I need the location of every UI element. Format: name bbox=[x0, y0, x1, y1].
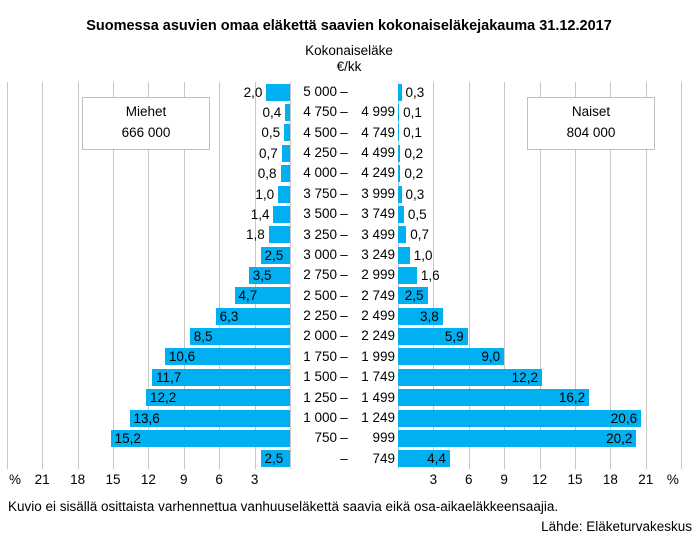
category-lower: 4 000 bbox=[303, 165, 337, 181]
chart-source: Lähde: Eläketurvakeskus bbox=[541, 519, 692, 534]
men-bar bbox=[266, 84, 290, 101]
women-value-label: 1,6 bbox=[420, 268, 440, 283]
men-value-label: 6,3 bbox=[219, 308, 239, 324]
axis-tick-label: 9 bbox=[180, 472, 188, 487]
category-lower: 4 500 bbox=[303, 124, 337, 140]
women-value-label: 5,9 bbox=[444, 329, 464, 345]
axis-tick-label: 3 bbox=[250, 472, 259, 487]
women-bar bbox=[398, 165, 400, 182]
gridline bbox=[681, 82, 682, 469]
category-upper: 1 749 bbox=[361, 369, 395, 385]
axis-tick-label: 3 bbox=[429, 472, 438, 487]
category-lower: 5 000 bbox=[303, 84, 337, 99]
category-dash: – bbox=[340, 369, 348, 385]
category-dash: – bbox=[340, 430, 348, 446]
left-percent-label: % bbox=[9, 472, 22, 487]
women-value-label: 12,2 bbox=[511, 369, 538, 385]
category-lower: 3 000 bbox=[303, 246, 337, 262]
gridline bbox=[42, 82, 43, 469]
category-dash: – bbox=[340, 450, 348, 466]
category-dash: – bbox=[340, 246, 348, 262]
men-legend-count: 666 000 bbox=[121, 125, 171, 140]
axis-tick-label: 15 bbox=[567, 472, 583, 487]
axis-tick-label: 12 bbox=[532, 472, 548, 487]
women-bar bbox=[398, 186, 402, 203]
women-value-label: 4,4 bbox=[427, 451, 446, 467]
category-lower: 4 250 bbox=[303, 145, 337, 161]
men-value-label: 15,2 bbox=[114, 430, 141, 446]
category-dash: – bbox=[340, 165, 348, 181]
category-upper: 1 249 bbox=[361, 409, 395, 425]
category-upper: 4 749 bbox=[361, 124, 395, 140]
category-upper: 749 bbox=[372, 450, 395, 466]
category-dash: – bbox=[340, 145, 348, 161]
men-bar bbox=[269, 226, 290, 243]
men-bar bbox=[273, 206, 290, 223]
category-lower: 3 250 bbox=[303, 226, 337, 242]
center-axis-title-line2: €/kk bbox=[336, 59, 362, 74]
women-value-label: 2,5 bbox=[404, 288, 424, 304]
women-value-label: 1,0 bbox=[413, 247, 433, 263]
category-dash: – bbox=[340, 206, 348, 222]
category-dash: – bbox=[340, 328, 348, 344]
men-value-label: 1,0 bbox=[255, 186, 275, 202]
gridline bbox=[290, 82, 291, 469]
category-upper: 4 249 bbox=[361, 165, 395, 181]
category-dash: – bbox=[340, 104, 348, 120]
category-upper: 999 bbox=[372, 430, 395, 446]
gridline bbox=[7, 82, 8, 469]
category-lower: 1 250 bbox=[303, 389, 337, 405]
category-lower: 4 750 bbox=[303, 104, 337, 120]
women-bar bbox=[398, 124, 399, 141]
men-bar bbox=[282, 145, 290, 162]
women-value-label: 0,2 bbox=[404, 166, 424, 182]
category-upper: 3 249 bbox=[361, 246, 395, 262]
category-dash: – bbox=[340, 389, 348, 405]
category-lower: 1 000 bbox=[303, 409, 337, 425]
axis-tick-label: 6 bbox=[215, 472, 223, 487]
axis-tick-label: 18 bbox=[70, 472, 86, 487]
category-lower: 1 500 bbox=[303, 369, 337, 385]
women-value-label: 0,2 bbox=[404, 145, 424, 161]
category-upper: 2 749 bbox=[361, 287, 395, 303]
men-value-label: 4,7 bbox=[238, 288, 258, 304]
category-lower: 3 500 bbox=[303, 206, 337, 222]
women-bar bbox=[398, 206, 404, 223]
women-value-label: 0,3 bbox=[405, 186, 425, 202]
axis-tick-label: 18 bbox=[602, 472, 618, 487]
category-lower bbox=[292, 449, 337, 469]
category-dash: – bbox=[340, 308, 348, 324]
category-dash: – bbox=[340, 348, 348, 364]
chart-footnote: Kuvio ei sisällä osittaista varhennettua vanhuuseläkettä saavia eikä osa-aikaeläkkeensaajia. bbox=[8, 499, 559, 514]
men-bar bbox=[284, 124, 290, 141]
gridline bbox=[78, 82, 79, 469]
category-upper: 4 999 bbox=[361, 104, 395, 120]
men-value-label: 2,5 bbox=[264, 247, 284, 263]
men-value-label: 0,4 bbox=[262, 105, 282, 121]
women-value-label: 9,0 bbox=[481, 349, 501, 365]
women-value-label: 20,6 bbox=[610, 410, 638, 426]
category-upper: 3 749 bbox=[361, 206, 395, 222]
women-value-label: 16,2 bbox=[558, 390, 586, 406]
category-dash: – bbox=[340, 409, 348, 425]
men-value-label: 3,5 bbox=[252, 268, 272, 283]
men-value-label: 1,8 bbox=[245, 227, 265, 243]
axis-tick-label: 15 bbox=[105, 472, 121, 487]
women-bar bbox=[398, 84, 402, 101]
men-value-label: 0,8 bbox=[257, 166, 277, 182]
category-upper: 3 999 bbox=[361, 185, 395, 201]
women-value-label: 0,1 bbox=[403, 125, 422, 141]
axis-tick-label: 9 bbox=[500, 472, 508, 487]
men-value-label: 2,5 bbox=[264, 451, 284, 467]
center-axis-title-line1: Kokonaiseläke bbox=[305, 43, 393, 58]
men-value-label: 11,7 bbox=[155, 369, 182, 385]
men-value-label: 12,2 bbox=[150, 390, 177, 406]
women-value-label: 0,3 bbox=[405, 84, 425, 100]
men-value-label: 0,7 bbox=[258, 145, 278, 161]
category-dash: – bbox=[340, 267, 348, 283]
men-value-label: 1,4 bbox=[250, 206, 270, 222]
men-bar bbox=[285, 104, 290, 121]
men-legend-label: Miehet bbox=[125, 104, 167, 119]
category-lower: 2 750 bbox=[303, 267, 337, 283]
category-lower: 2 000 bbox=[303, 328, 337, 344]
men-bar bbox=[278, 186, 290, 203]
category-upper bbox=[351, 82, 395, 102]
axis-tick-label: 21 bbox=[34, 472, 50, 487]
category-lower: 3 750 bbox=[303, 185, 337, 201]
category-upper: 2 249 bbox=[361, 328, 395, 344]
women-legend-label: Naiset bbox=[571, 104, 611, 119]
category-upper: 2 999 bbox=[361, 267, 395, 283]
men-bar bbox=[281, 165, 290, 182]
men-value-label: 13,6 bbox=[133, 410, 160, 426]
men-value-label: 2,0 bbox=[243, 84, 263, 100]
category-dash: – bbox=[340, 185, 348, 201]
women-value-label: 0,5 bbox=[407, 206, 427, 222]
women-bar bbox=[398, 247, 410, 264]
men-value-label: 8,5 bbox=[193, 329, 213, 345]
women-legend-box bbox=[527, 97, 655, 150]
category-upper: 1 499 bbox=[361, 389, 395, 405]
category-lower: 2 250 bbox=[303, 308, 337, 324]
category-upper: 2 499 bbox=[361, 308, 395, 324]
category-dash: – bbox=[340, 287, 348, 303]
right-percent-label: % bbox=[666, 472, 679, 487]
women-bar bbox=[398, 104, 399, 121]
axis-tick-label: 12 bbox=[140, 472, 156, 487]
women-bar bbox=[398, 226, 406, 243]
men-legend-box bbox=[82, 97, 210, 150]
axis-tick-label: 21 bbox=[638, 472, 654, 487]
men-value-label: 10,6 bbox=[168, 349, 196, 365]
men-value-label: 0,5 bbox=[261, 125, 281, 141]
category-dash: – bbox=[340, 84, 348, 99]
women-value-label: 20,2 bbox=[606, 430, 633, 446]
women-bar bbox=[398, 145, 400, 162]
women-value-label: 3,8 bbox=[420, 308, 439, 324]
category-lower: 2 500 bbox=[303, 287, 337, 303]
category-lower: 750 bbox=[314, 430, 337, 446]
women-value-label: 0,7 bbox=[410, 227, 430, 243]
women-bar bbox=[398, 267, 417, 284]
category-dash: – bbox=[340, 124, 348, 140]
axis-tick-label: 6 bbox=[465, 472, 473, 487]
category-upper: 1 999 bbox=[361, 348, 395, 364]
women-legend-count: 804 000 bbox=[566, 125, 616, 140]
center-axis-title bbox=[0, 43, 698, 75]
category-dash: – bbox=[340, 226, 348, 242]
women-value-label: 0,1 bbox=[403, 105, 422, 121]
category-lower: 1 750 bbox=[303, 348, 337, 364]
chart-title: Suomessa asuvien omaa eläkettä saavien kokonaiseläkejakauma 31.12.2017 bbox=[86, 18, 612, 34]
category-upper: 4 499 bbox=[361, 145, 395, 161]
category-upper: 3 499 bbox=[361, 226, 395, 242]
